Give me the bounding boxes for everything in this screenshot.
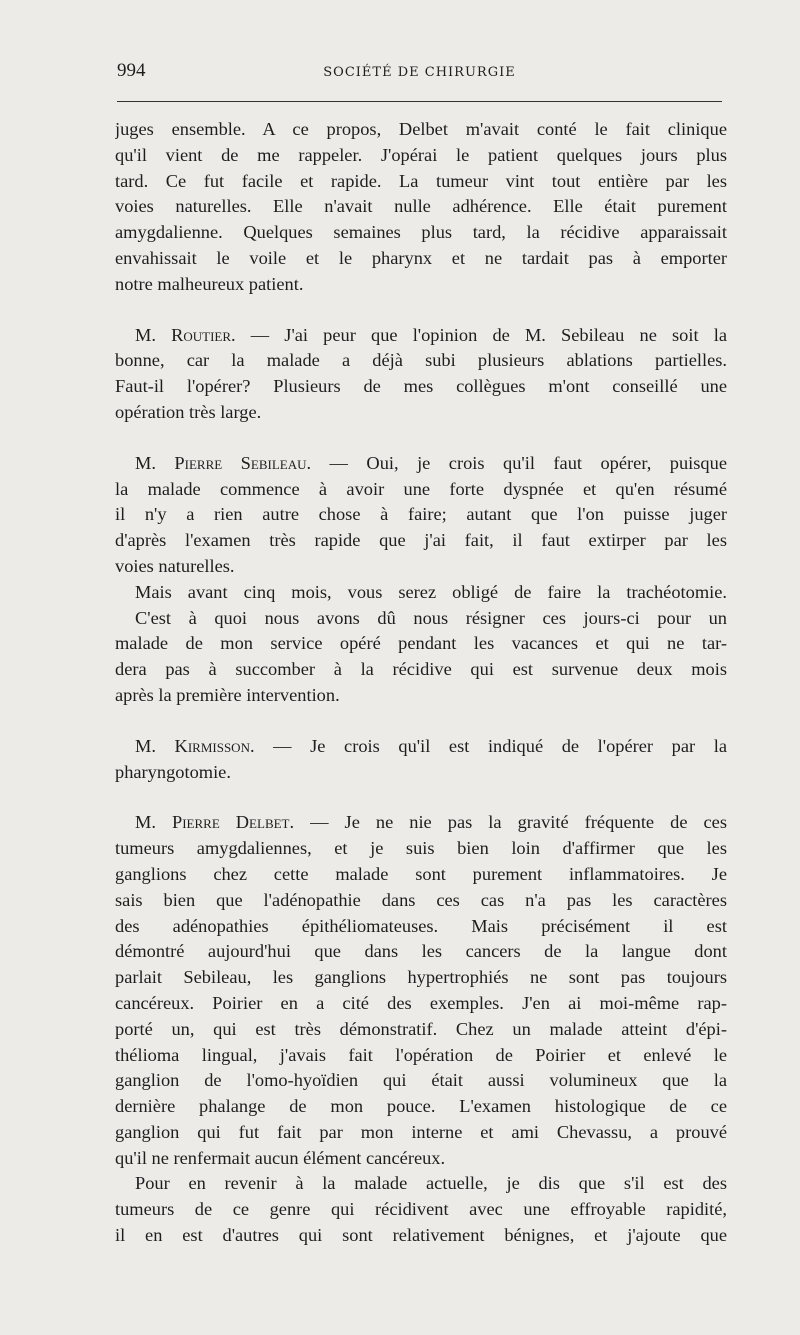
page-number: 994 [117, 60, 146, 81]
paragraph-gap [115, 709, 727, 734]
text-line: pharyngotomie. [115, 761, 231, 782]
line-text: — Je ne nie pas la gravité fréquente de ces [294, 812, 727, 833]
text-line: bonne, car la malade a déjà subi plusieurs ablations partielles. [115, 350, 727, 371]
text-line: parlait Sebileau, les ganglions hypertrophiés ne sont pas toujours [115, 967, 727, 988]
paragraph [115, 606, 727, 709]
text-line: malade de mon service opéré pendant les vacances et qui ne tar- [115, 633, 727, 654]
paragraph-gap [115, 785, 727, 810]
paragraph [115, 1171, 727, 1248]
line-text: — J'ai peur que l'opinion de M. Sebileau ne soit la [235, 324, 727, 345]
text-line: après la première intervention. [115, 684, 340, 705]
paragraph [115, 117, 727, 298]
header-rule [117, 101, 722, 102]
text-line: ganglions chez cette malade sont purement inflammatoires. Je [115, 863, 727, 884]
body-text [115, 117, 727, 1249]
text-line [115, 323, 727, 349]
paragraph-gap [115, 298, 727, 323]
paragraph-gap [115, 426, 727, 451]
text-line: tumeurs amygdaliennes, et je suis bien loin d'affirmer que les [115, 838, 727, 859]
text-line: qu'il vient de me rappeler. J'opérai le patient quelques jours plus [115, 144, 727, 165]
speaker-name: M. Pierre Sebileau. [135, 452, 312, 473]
text-line: sais bien que l'adénopathie dans ces cas n'a pas les caractères [115, 889, 727, 910]
text-line [115, 451, 727, 477]
text-line: opération très large. [115, 401, 262, 422]
paragraph [115, 580, 727, 606]
journal-title: SOCIÉTÉ DE CHIRURGIE [323, 65, 516, 80]
paragraph-kirmisson [115, 734, 727, 786]
text-line: qu'il ne renfermait aucun élément cancéreux. [115, 1147, 446, 1168]
text-line: Faut-il l'opérer? Plusieurs de mes collègues m'ont conseillé une [115, 376, 727, 397]
text-line: ganglion qui fut fait par mon interne et ami Chevassu, a prouvé [115, 1121, 727, 1142]
text-line: voies naturelles. Elle n'avait nulle adhérence. Elle était purement [115, 196, 727, 217]
line-text: — Oui, je crois qu'il faut opérer, puisque [311, 452, 727, 473]
text-line: juges ensemble. A ce propos, Delbet m'avait conté le fait clinique [115, 119, 727, 139]
text-line: C'est à quoi nous avons dû nous résigner ces jours-ci pour un [135, 607, 727, 628]
speaker-name: M. Pierre Delbet. [135, 812, 295, 833]
text-line: cancéreux. Poirier en a cité des exemples. J'en ai moi-même rap- [115, 992, 727, 1013]
running-head [117, 60, 722, 96]
speaker-name: M. Kirmisson. [135, 735, 255, 756]
text-line: porté un, qui est très démonstratif. Chez un malade atteint d'épi- [115, 1018, 727, 1039]
text-line: dera pas à succomber à la récidive qui est survenue deux mois [115, 659, 727, 680]
text-line: voies naturelles. [115, 555, 235, 576]
text-line: il en est d'autres qui sont relativement bénignes, et j'ajoute que [115, 1225, 727, 1246]
text-line: démontré aujourd'hui que dans les cancers de la langue dont [115, 941, 727, 962]
speaker-name: M. Routier. [135, 324, 236, 345]
paragraph-sebileau [115, 451, 727, 580]
text-line: Pour en revenir à la malade actuelle, je dis que s'il est des [135, 1173, 727, 1194]
text-line: tard. Ce fut facile et rapide. La tumeur vint tout entière par les [115, 170, 727, 191]
text-line: tumeurs de ce genre qui récidivent avec une effroyable rapidité, [115, 1199, 727, 1220]
text-line: Mais avant cinq mois, vous serez obligé de faire la trachéotomie. [135, 581, 727, 602]
text-line: amygdalienne. Quelques semaines plus tard, la récidive apparaissait [115, 222, 727, 243]
line-text: — Je crois qu'il est indiqué de l'opérer par la [254, 735, 727, 756]
text-line [115, 810, 727, 836]
text-line: envahissait le voile et le pharynx et ne tardait pas à emporter [115, 247, 727, 268]
text-line: la malade commence à avoir une forte dyspnée et qu'en résumé [115, 478, 727, 499]
text-line: thélioma lingual, j'avais fait l'opération de Poirier et enlevé le [115, 1044, 727, 1065]
text-line: ganglion de l'omo-hyoïdien qui était aussi volumineux que la [115, 1070, 727, 1091]
paragraph-routier [115, 323, 727, 426]
text-line: des adénopathies épithéliomateuses. Mais précisément il est [115, 915, 727, 936]
text-line: notre malheureux patient. [115, 273, 304, 294]
text-line: il n'y a rien autre chose à faire; autant que l'on puisse juger [115, 504, 727, 525]
text-line: dernière phalange de mon pouce. L'examen histologique de ce [115, 1096, 727, 1117]
text-line: d'après l'examen très rapide que j'ai fait, il faut extirper par les [115, 530, 727, 551]
text-line [115, 734, 727, 760]
paragraph-delbet [115, 810, 727, 1171]
